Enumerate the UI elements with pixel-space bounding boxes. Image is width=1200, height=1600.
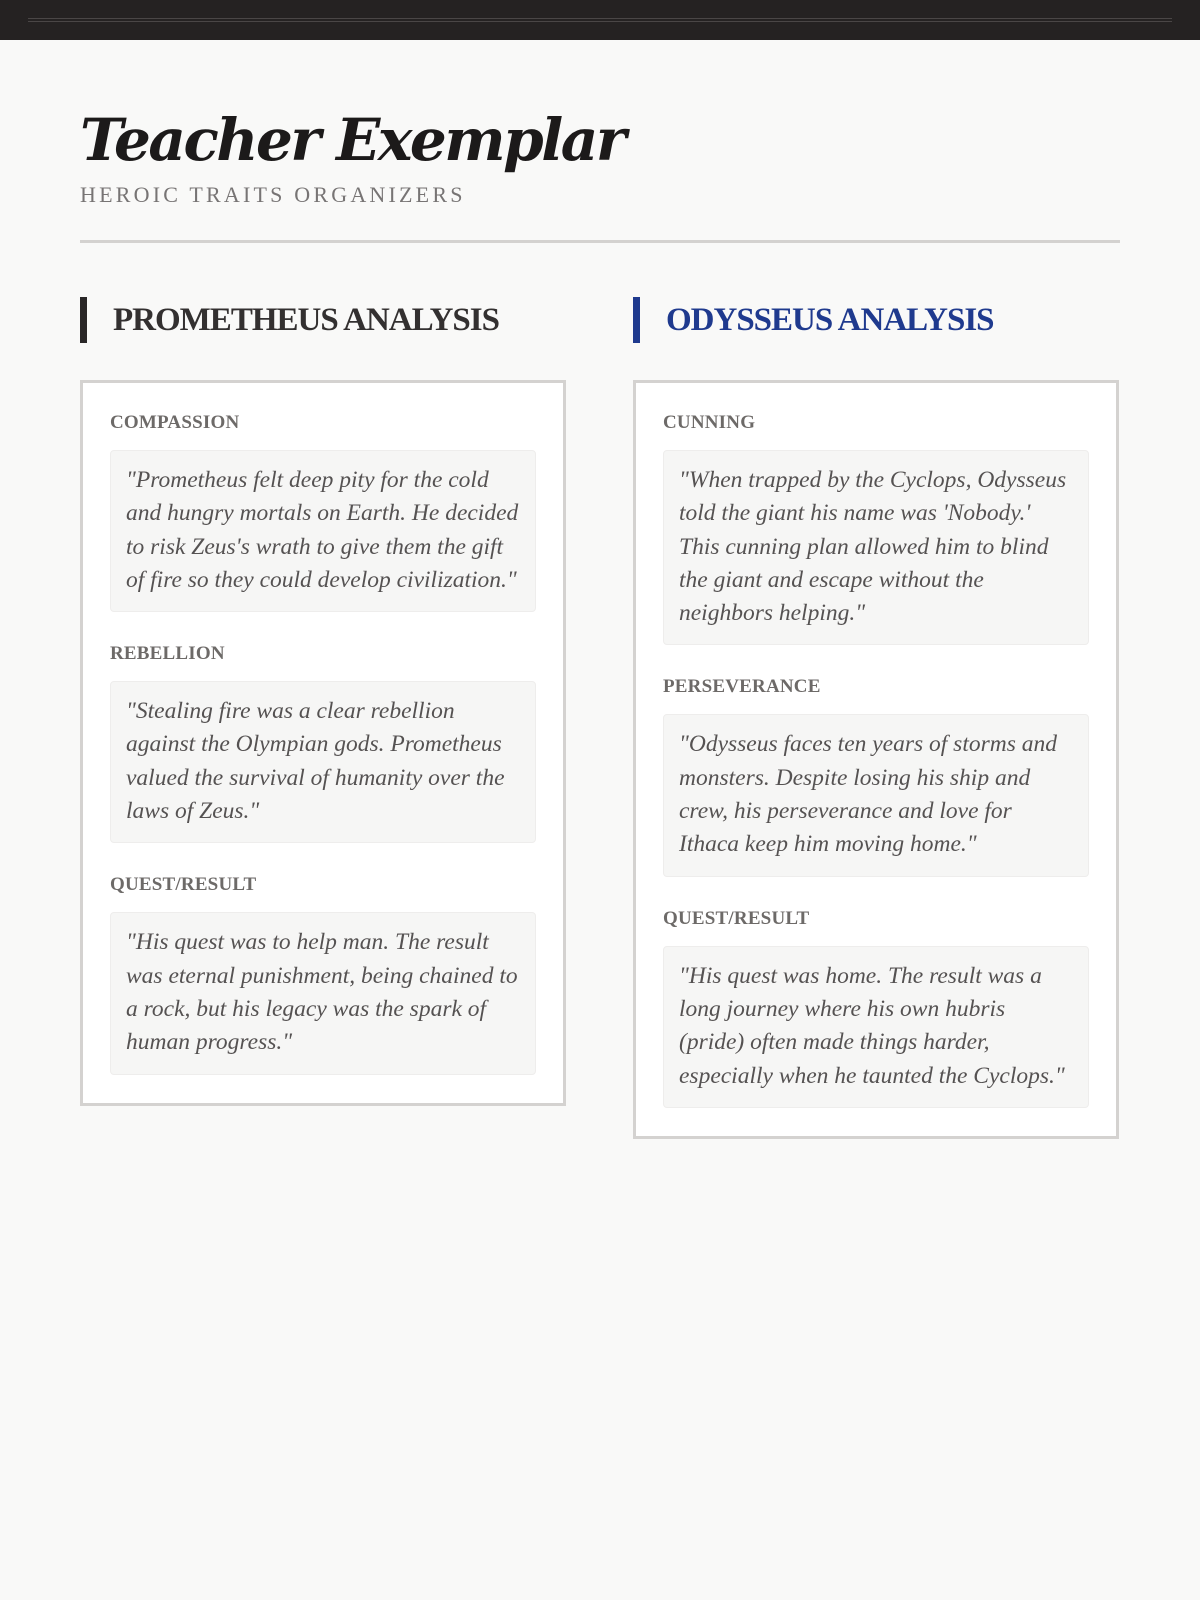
prometheus-card <box>80 380 566 1106</box>
trait-block <box>663 675 1089 876</box>
trait-label: COMPASSION <box>110 412 240 433</box>
trait-label: PERSEVERANCE <box>663 676 821 698</box>
top-bar <box>0 0 1200 40</box>
odysseus-card <box>633 380 1119 1139</box>
trait-block <box>110 873 536 1074</box>
prometheus-heading <box>80 296 566 344</box>
odysseus-heading <box>633 296 1119 344</box>
trait-quote: "Odysseus faces ten years of storms and monsters. Despite losing his ship and crew, his perseverance and love for Ithaca keep him moving home." <box>663 714 1089 876</box>
trait-block <box>663 907 1089 1108</box>
trait-label: CUNNING <box>663 412 756 433</box>
top-bar-rule <box>28 18 1172 22</box>
trait-label: REBELLION <box>110 643 225 665</box>
trait-quote: "His quest was home. The result was a long journey where his own hubris (pride) often made things harder, especially when he taunted the Cyclops." <box>663 946 1089 1108</box>
page-header <box>80 108 1120 208</box>
header-divider <box>80 240 1120 243</box>
trait-label: QUEST/RESULT <box>663 907 810 929</box>
odysseus-column <box>633 296 1119 1139</box>
trait-block <box>110 411 536 612</box>
heading-accent-bar <box>633 297 640 343</box>
prometheus-heading-text: PROMETHEUS ANALYSIS <box>113 302 499 338</box>
odysseus-heading-text: ODYSSEUS ANALYSIS <box>666 302 994 338</box>
page-title: Teacher Exemplar <box>80 106 624 174</box>
prometheus-column <box>80 296 566 1106</box>
trait-quote: "Stealing fire was a clear rebellion against the Olympian gods. Prometheus valued the survival of humanity over the laws of Zeus." <box>110 681 536 843</box>
trait-quote: "His quest was to help man. The result was eternal punishment, being chained to a rock, but his legacy was the spark of human progress." <box>110 912 536 1074</box>
trait-quote: "When trapped by the Cyclops, Odysseus told the giant his name was 'Nobody.' This cunning plan allowed him to blind the giant and escape without the neighbors helping." <box>663 450 1089 645</box>
trait-block <box>110 642 536 843</box>
trait-label: QUEST/RESULT <box>110 874 257 896</box>
heading-accent-bar <box>80 297 87 343</box>
trait-block <box>663 411 1089 645</box>
page-subtitle: HEROIC TRAITS ORGANIZERS <box>80 182 466 207</box>
trait-quote: "Prometheus felt deep pity for the cold and hungry mortals on Earth. He decided to risk Zeus's wrath to give them the gift of fire so they could develop civilization." <box>110 450 536 612</box>
